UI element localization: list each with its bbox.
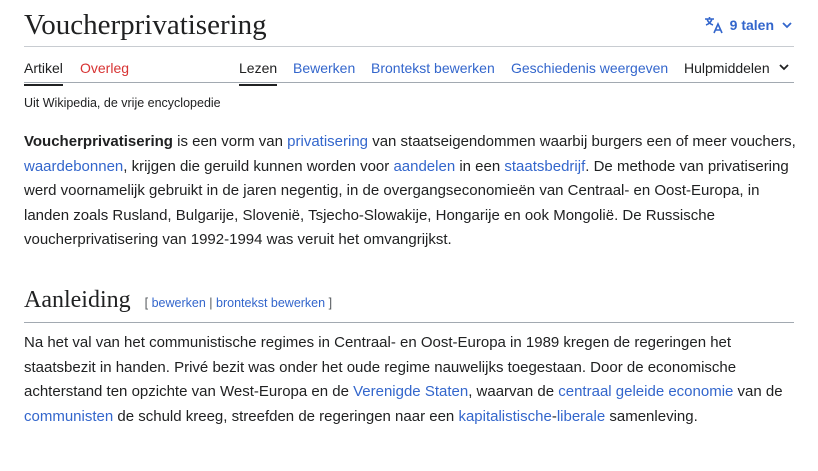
link-communisten[interactable]: communisten — [24, 407, 114, 425]
tab-edit[interactable]: Bewerken — [293, 60, 356, 76]
link-verenigde-staten[interactable]: Verenigde Staten — [353, 383, 469, 400]
text: de schuld kreeg, streefden de regeringen naar een — [113, 407, 459, 425]
translate-icon — [704, 16, 724, 34]
text: van de — [733, 383, 783, 400]
section-heading — [24, 285, 332, 315]
link-centraal-geleide-economie[interactable]: centraal geleide economie — [558, 383, 734, 400]
site-tagline: Uit Wikipedia, de vrije encyclopedie — [24, 96, 221, 110]
text: van staatseigendommen waarbij burgers een of meer vouchers, — [368, 133, 796, 150]
link-waardebonnen[interactable]: waardebonnen — [24, 157, 124, 175]
link-staatsbedrijf[interactable]: staatsbedrijf — [504, 157, 586, 175]
tab-article[interactable]: Artikel — [24, 60, 63, 76]
separator: | — [205, 296, 216, 310]
section-paragraph — [24, 331, 796, 429]
chevron-down-icon — [778, 59, 790, 77]
text: , krijgen die geruild kunnen worden voor — [123, 157, 394, 175]
intro-paragraph — [24, 130, 796, 253]
link-liberale[interactable]: liberale — [556, 407, 606, 425]
text: , waarvan de — [468, 383, 559, 400]
section-edit-link[interactable]: bewerken — [151, 296, 206, 310]
page-tabs — [24, 46, 794, 83]
bracket: [ — [144, 296, 152, 310]
tab-talk[interactable]: Overleg — [80, 60, 130, 76]
bracket: ] — [325, 296, 333, 310]
tools-label: Hulpmiddelen — [684, 60, 770, 76]
tab-history[interactable]: Geschiedenis weergeven — [511, 60, 669, 76]
language-count: 9 talen — [729, 17, 774, 33]
tabs-divider — [24, 82, 794, 83]
section-edit-source-link[interactable]: brontekst bewerken — [216, 296, 326, 310]
section-title: Aanleiding — [24, 287, 131, 313]
tab-read[interactable]: Lezen — [239, 60, 278, 76]
bold-term: Voucherprivatisering — [24, 133, 173, 150]
tools-menu[interactable] — [684, 59, 790, 77]
link-privatisering[interactable]: privatisering — [287, 133, 369, 150]
link-kapitalistische[interactable]: kapitalistische — [458, 407, 552, 425]
page-title: Voucherprivatisering — [24, 9, 267, 41]
section-divider — [24, 322, 794, 323]
chevron-down-icon — [780, 18, 794, 32]
text: samenleving. — [605, 407, 698, 425]
text: - — [551, 407, 557, 425]
tab-edit-source[interactable]: Brontekst bewerken — [371, 60, 495, 76]
text: is een vorm van — [172, 133, 288, 150]
text: Na het val van het communistische regimes in Centraal- en Oost-Europa in 1989 kregen de regeringen het staatsbezit in handen. Privé bezit was onder het oude regime nauwelijks toegestaan. Door de economische achterstand ten opzichte van West-Europa en de — [24, 334, 737, 400]
language-selector[interactable] — [704, 16, 794, 34]
link-aandelen[interactable]: aandelen — [393, 157, 456, 175]
text: in een — [455, 157, 505, 175]
section-edit-links — [145, 296, 332, 310]
text: . De methode van privatisering werd voornamelijk gebruikt in de jaren negentig, in de overgangseconomieën van Centraal- en Oost-Europa, in landen zoals Rusland, Bulgarije, Slovenië, Tsjecho-Slowakije, Hongarije en ook Mongolië. De Russische voucherprivatisering van 1992-1994 was veruit het omvangrijkst. — [24, 157, 789, 248]
